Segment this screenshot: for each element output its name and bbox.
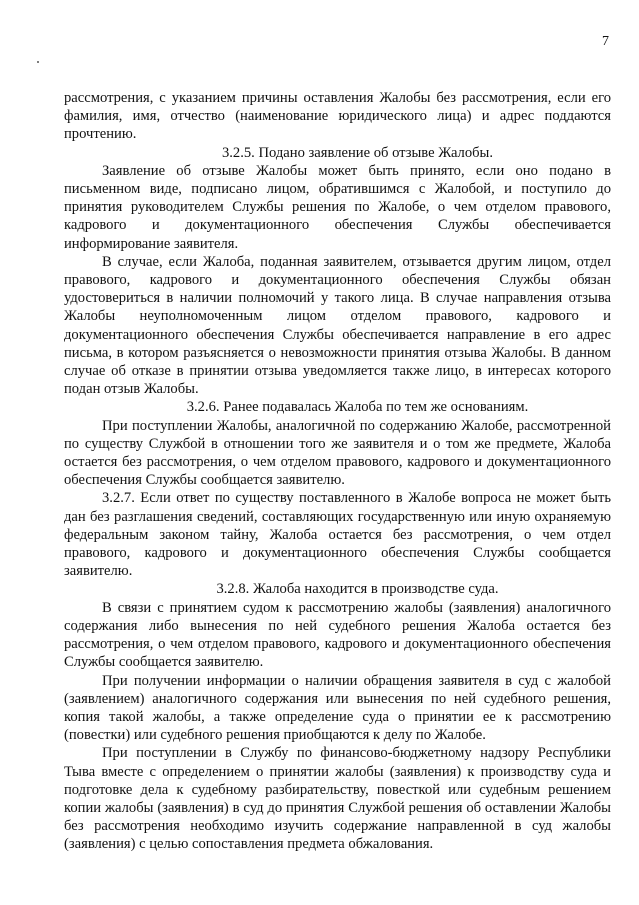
paragraph-continuation: рассмотрения, с указанием причины оставления Жалобы без рассмотрения, если его фамилия, имя, отчество (наименование юридического лица) и адрес поддаются прочтению.: [64, 90, 611, 143]
page-number: 7: [602, 34, 609, 49]
paragraph-repeat-complaint: При поступлении Жалобы, аналогичной по содержанию Жалобе, рассмотренной по существу Службой в отношении того же заявителя и о том же предмете, Жалоба остается без рассмотрения, о чем отделом правового, кадрового и документационного обеспечения Службы сообщается заявителю.: [64, 417, 611, 489]
scan-speck: [37, 61, 39, 63]
paragraph-withdrawal-by-other-person: В случае, если Жалоба, поданная заявителем, отзывается другим лицом, отдел правового, кадрового и документационного обеспечения Службы обязан удостовериться в наличии полномочий у такого лица. В случае направления отзыва Жалобы неуполномоченным лицом отделом правового, кадрового и документационного обеспечения Службы обеспечивается направление в его адрес письма, в котором разъясняется о невозможности принятия отзыва Жалобы. В данном случае об отказе в принятии отзыва уведомляется также лицо, в интересах которого подан отзыв Жалобы.: [64, 253, 611, 398]
paragraph-court-documents-review: При поступлении в Службу по финансово-бюджетному надзору Республики Тыва вместе с определением о принятии жалобы (заявления) к производству суда и подготовке дела к судебному разбирательству, повесткой или судебным решением копии жалобы (заявления) в суд до принятия Службой решения об оставлении Жалобы без рассмотрения необходимо изучить содержание направленной в суд жалобы (заявления) с целью сопоставления предмета обжалования.: [64, 745, 611, 853]
paragraph-withdrawal-application: Заявление об отзыве Жалобы может быть принято, если оно подано в письменном виде, подписано лицом, обратившимся с Жалобой, и поступило до принятия руководителем Службы решения по Жалобе, о чем отделом правового, кадрового и документационного обеспечения Службы обеспечивается информирование заявителя.: [64, 162, 611, 252]
section-heading-3-2-6: 3.2.6. Ранее подавалась Жалоба по тем же основаниям.: [186, 399, 529, 416]
section-heading-3-2-8: 3.2.8. Жалоба находится в производстве суда.: [216, 581, 499, 598]
paragraph-court-acceptance: В связи с принятием судом к рассмотрению жалобы (заявления) аналогичного содержания либо вынесения по ней судебного решения Жалоба остается без рассмотрения, о чем отделом правового, кадрового и документационного обеспечения Службы сообщается заявителю.: [64, 599, 611, 671]
section-heading-3-2-5: 3.2.5. Подано заявление об отзыве Жалобы.: [221, 144, 494, 161]
paragraph-court-information: При получении информации о наличии обращения заявителя в суд с жалобой (заявлением) аналогичного содержания или вынесения по ней судебного решения, копия такой жалобы, а также определение суда о принятии ее к рассмотрению (повестки) или судебного решения приобщаются к делу по Жалобе.: [64, 672, 611, 744]
document-body: [64, 89, 611, 854]
paragraph-3-2-7-state-secret: 3.2.7. Если ответ по существу поставленного в Жалобе вопроса не может быть дан без разглашения сведений, составляющих государственную или иную охраняемую федеральным законом тайну, Жалоба остается без рассмотрения, о чем отдел правового, кадрового и документационного обеспечения Службы сообщается заявителю.: [64, 490, 611, 580]
